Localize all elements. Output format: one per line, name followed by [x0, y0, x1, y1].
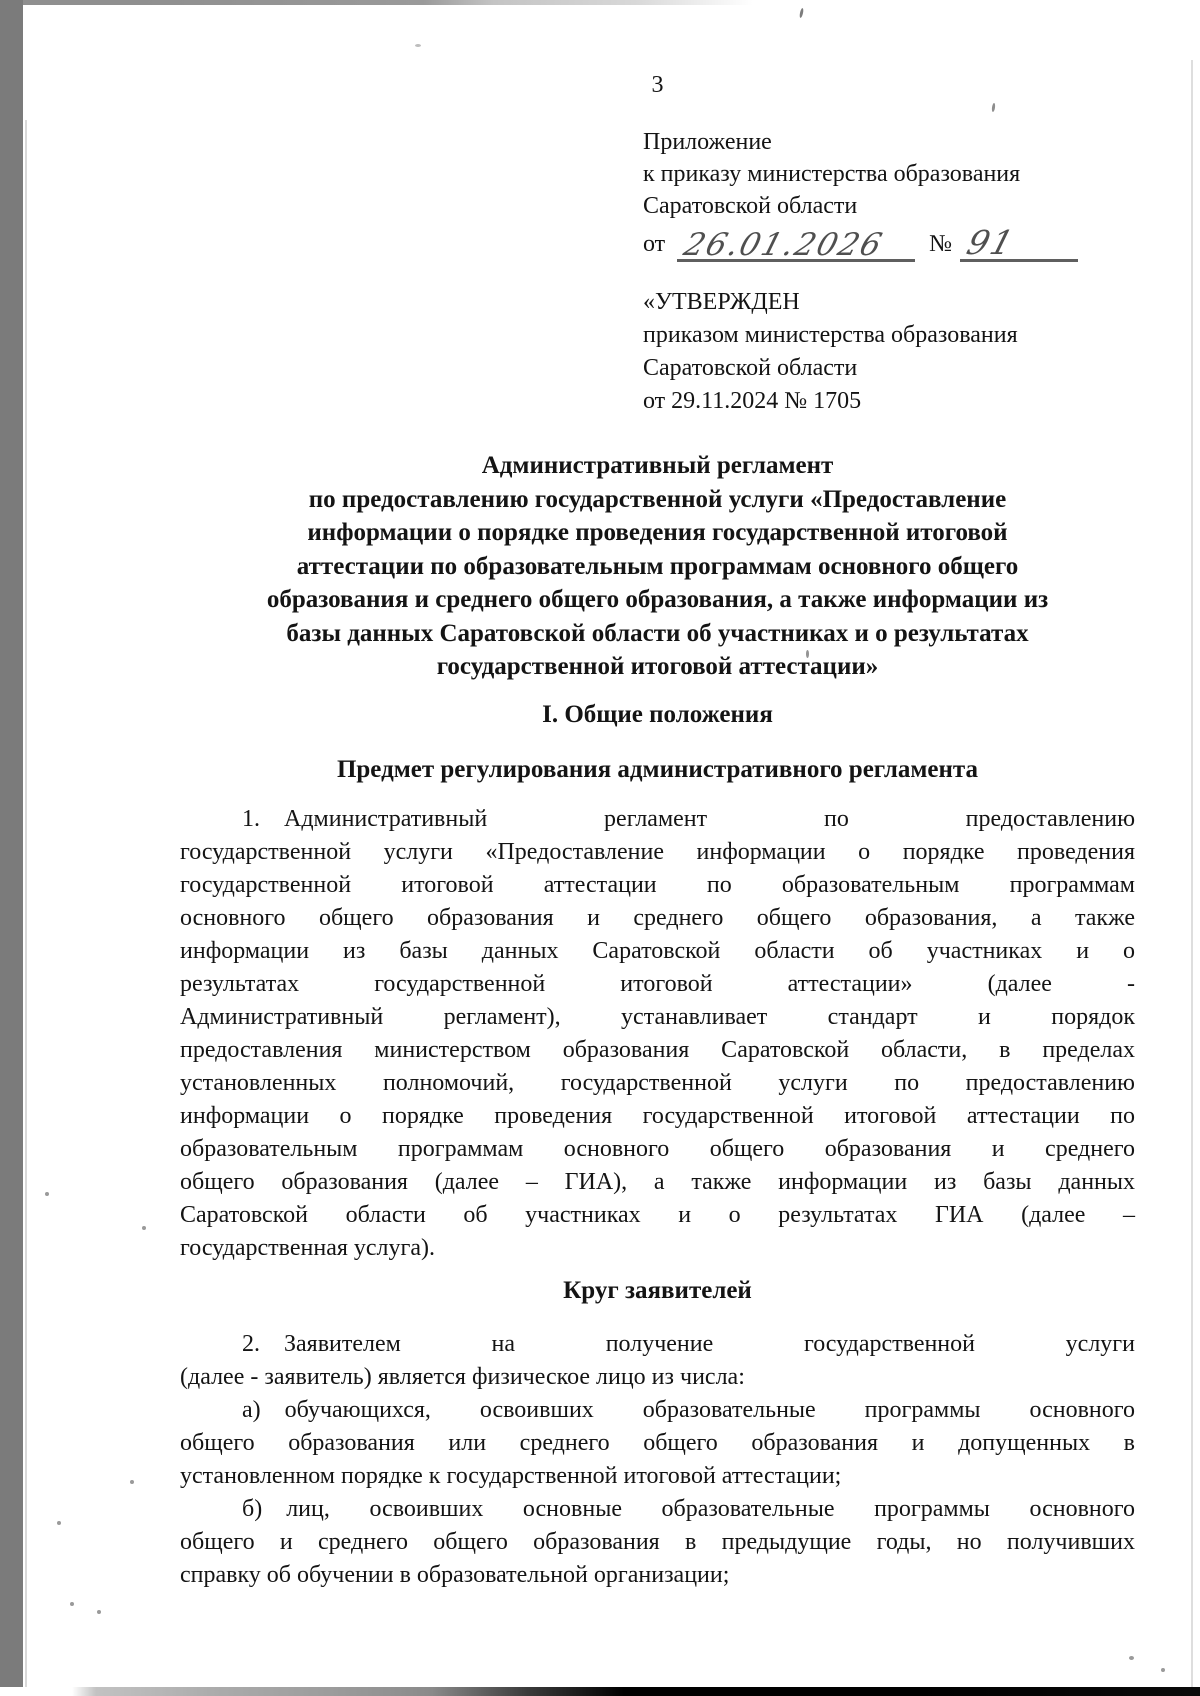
- scan-speck: [97, 1610, 101, 1614]
- text-line: образования и среднего общего образования, а также информации из: [266, 586, 1049, 613]
- page-number: 3: [651, 72, 664, 98]
- paragraph-2-lines: [180, 1328, 1135, 1592]
- text-line: предоставления министерством образования Саратовской области, в пределах: [180, 1037, 1135, 1063]
- scan-left-edge-bar: [0, 0, 23, 1696]
- text-line: основного общего образования и среднего общего образования, а также: [180, 905, 1135, 931]
- text-line: аттестации по образовательным программам основного общего: [296, 552, 1019, 580]
- paragraph-2: [180, 1328, 1135, 1592]
- text-line: информации о порядке проведения государственной итоговой аттестации по: [180, 1103, 1135, 1129]
- text-line: Саратовской области об участниках и о результатах ГИА (далее –: [180, 1202, 1135, 1228]
- scan-speck: [130, 1480, 134, 1484]
- number-sign: №: [929, 231, 953, 257]
- text-line: 1. Административный регламент по предоставлению: [242, 806, 1135, 832]
- text-line: от 29.11.2024 № 1705: [643, 388, 862, 414]
- paragraph-1-lines: [180, 803, 1135, 1265]
- text-line: (далее - заявитель) является физическое лицо из числа:: [180, 1364, 745, 1390]
- text-line: Саратовской области: [643, 193, 858, 219]
- text-line: б) лиц, освоивших основные образовательные программы основного: [242, 1496, 1135, 1522]
- text-line: по предоставлению государственной услуги «Предоставление: [308, 485, 1007, 513]
- text-line: общего образования (далее – ГИА), а также информации из базы данных: [180, 1169, 1135, 1195]
- scan-right-edge-line: [1191, 60, 1193, 1696]
- text-line: справку об обучении в образовательной организации;: [180, 1562, 730, 1588]
- approval-block: [643, 286, 1123, 418]
- text-line: приказом министерства образования: [643, 322, 1018, 348]
- title-lines: [180, 449, 1135, 684]
- text-line: установленном порядке к государственной итоговой аттестации;: [180, 1463, 842, 1489]
- approval-lines: [643, 286, 1123, 418]
- scan-speck: [991, 103, 995, 112]
- text-line: Административный регламент), устанавливает стандарт и порядок: [180, 1004, 1135, 1030]
- text-line: результатах государственной итоговой аттестации» (далее -: [180, 971, 1135, 997]
- date-prefix-label: от: [643, 231, 666, 257]
- subject-heading: Предмет регулирования административного регламента: [336, 756, 979, 783]
- text-line: установленных полномочий, государственной услуги по предоставлению: [180, 1070, 1135, 1096]
- text-line: информации о порядке проведения государственной итоговой: [307, 519, 1008, 546]
- text-line: государственной итоговой аттестации по образовательным программам: [180, 872, 1135, 898]
- text-line: государственной итоговой аттестации»: [436, 653, 879, 680]
- text-line: общего и среднего общего образования в предыдущие годы, но получивших: [180, 1529, 1135, 1555]
- scan-speck: [1129, 1656, 1134, 1660]
- text-line: общего образования или среднего общего образования и допущенных в: [180, 1430, 1135, 1456]
- date-underline: [677, 221, 915, 262]
- document-title: [180, 449, 1135, 684]
- handwritten-number: 91: [962, 223, 1020, 262]
- scan-speck: [45, 1192, 49, 1196]
- scan-page-edge-shadow: [25, 120, 27, 1696]
- text-line: «УТВЕРЖДЕН: [643, 289, 800, 315]
- text-line: государственной услуги «Предоставление информации о порядке проведения: [180, 839, 1135, 865]
- text-line: образовательным программам основного общего образования и среднего: [180, 1136, 1135, 1162]
- applicants-heading: Круг заявителей: [563, 1277, 752, 1304]
- scan-top-edge-line: [23, 0, 1200, 5]
- scan-speck: [799, 8, 804, 18]
- number-underline: [960, 221, 1078, 262]
- scan-speck: [70, 1602, 74, 1606]
- annex-reference-block: [643, 126, 1123, 262]
- annex-lines: [643, 126, 1123, 222]
- text-line: информации из базы данных Саратовской области об участниках и о: [180, 938, 1135, 964]
- text-line: Приложение: [643, 129, 772, 155]
- text-line: государственная услуга).: [180, 1235, 436, 1261]
- scan-speck: [57, 1521, 61, 1525]
- scan-speck: [1161, 1668, 1165, 1672]
- text-line: а) обучающихся, освоивших образовательные программы основного: [242, 1397, 1135, 1423]
- text-line: к приказу министерства образования: [643, 161, 1021, 187]
- text-line: Административный регламент: [481, 452, 834, 479]
- scan-speck: [415, 44, 421, 47]
- section-heading: I. Общие положения: [542, 701, 773, 728]
- paragraph-1: [180, 803, 1135, 1265]
- scan-speck: [142, 1226, 146, 1230]
- handwritten-date: 26.01.2026: [680, 227, 888, 263]
- text-line: базы данных Саратовской области об участниках и о результатах: [286, 619, 1029, 647]
- scan-bottom-edge-bar: [0, 1687, 1200, 1696]
- text-line: 2. Заявителем на получение государственной услуги: [242, 1331, 1135, 1357]
- annex-date-line: [643, 222, 1123, 262]
- text-line: Саратовской области: [643, 355, 858, 381]
